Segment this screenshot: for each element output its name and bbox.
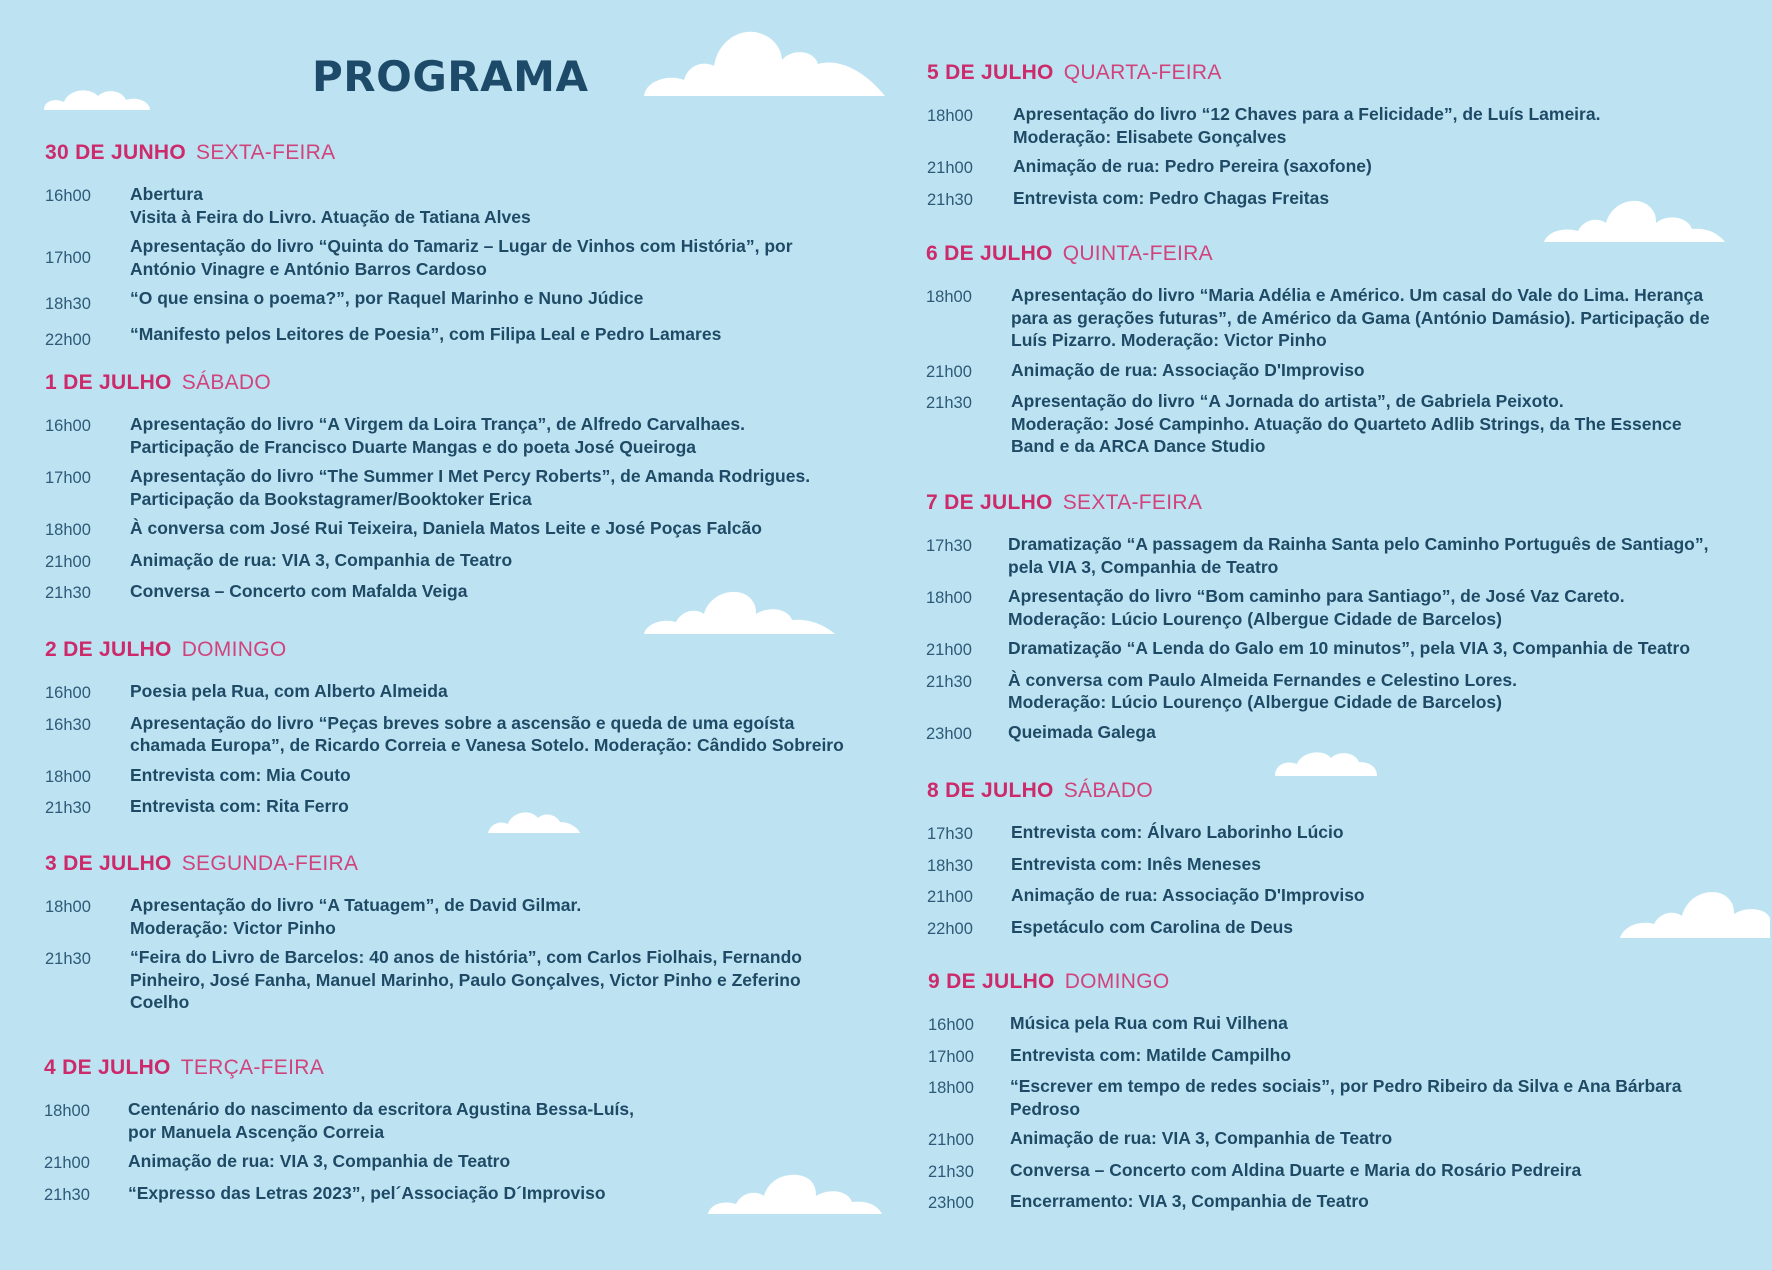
event-item (45, 712, 855, 757)
event-item (44, 1182, 854, 1207)
event-description (1011, 359, 1365, 384)
event-list (927, 103, 1727, 211)
event-item (927, 916, 1727, 941)
event-time: 21h30 (45, 799, 91, 817)
event-time: 16h00 (45, 187, 91, 205)
event-description (130, 580, 467, 605)
event-item (45, 465, 855, 510)
event-description (1011, 853, 1261, 878)
event-item (45, 580, 855, 605)
event-line: Pinheiro, José Fanha, Manuel Marinho, Paulo Gonçalves, Victor Pinho e Zeferino (130, 969, 801, 990)
event-line: Entrevista com: Rita Ferro (130, 796, 349, 816)
event-description (130, 549, 512, 574)
event-time: 21h00 (926, 362, 972, 381)
event-item (926, 721, 1726, 746)
event-time: 21h00 (45, 552, 91, 571)
event-time: 17h00 (45, 469, 91, 487)
event-time: 18h00 (927, 107, 973, 125)
event-line: À conversa com José Rui Teixeira, Daniela Matos Leite e José Poças Falcão (130, 518, 762, 538)
event-description (1010, 1159, 1581, 1184)
event-line: Centenário do nascimento da escritora Agustina Bessa-Luís, (128, 1099, 635, 1119)
day-weekday: DOMINGO (1064, 970, 1170, 993)
day-weekday: QUINTA-FEIRA (1062, 242, 1213, 265)
event-description (1013, 103, 1600, 148)
event-line: Apresentação do livro “Bom caminho para Santiago”, de José Vaz Careto. (1008, 586, 1625, 606)
page-title: PROGRAMA (312, 52, 589, 101)
event-line: Encerramento: VIA 3, Companhia de Teatro (1010, 1191, 1369, 1211)
event-line: Entrevista com: Pedro Chagas Freitas (1013, 187, 1330, 208)
event-line: Apresentação do livro “A Tatuagem”, de David Gilmar. (130, 895, 582, 915)
event-line: “Feira do Livro de Barcelos: 40 anos de história”, com Carlos Fiolhais, Fernando (130, 947, 802, 967)
event-time: 22h00 (45, 330, 91, 349)
event-item (45, 894, 855, 939)
event-time: 18h30 (45, 295, 91, 313)
event-list (926, 284, 1726, 458)
day-weekday: SEXTA-FEIRA (196, 141, 336, 164)
event-item (927, 884, 1727, 909)
event-description (128, 1150, 510, 1175)
event-line: Conversa – Concerto com Mafalda Veiga (130, 581, 468, 601)
event-time: 21h30 (44, 1185, 90, 1204)
event-time: 21h30 (926, 672, 972, 691)
day-heading (45, 370, 855, 396)
event-time: 17h00 (45, 249, 91, 267)
event-item (44, 1098, 854, 1143)
day-heading (927, 778, 1727, 804)
event-line: Animação de rua: VIA 3, Companhia de Teatro (128, 1151, 511, 1171)
day-section (45, 140, 855, 358)
day-heading (45, 637, 855, 663)
event-time: 23h00 (928, 1194, 974, 1212)
event-line: Animação de rua: VIA 3, Companhia de Teatro (130, 549, 513, 570)
event-item (926, 390, 1726, 458)
event-line: “Escrever em tempo de redes sociais”, por Pedro Ribeiro da Silva e Ana Bárbara (1010, 1076, 1682, 1096)
day-date: 8 DE JULHO (927, 779, 1054, 802)
event-description (130, 323, 721, 352)
event-time: 16h00 (45, 684, 91, 702)
event-line: “Manifesto pelos Leitores de Poesia”, com Filipa Leal e Pedro Lamares (130, 323, 722, 344)
event-list (926, 533, 1726, 745)
event-line: Band e da ARCA Dance Studio (1011, 436, 1266, 456)
event-time: 21h00 (927, 159, 973, 177)
event-list (44, 1098, 854, 1206)
event-time: 18h00 (44, 1102, 90, 1120)
day-heading (927, 60, 1727, 86)
event-description (1008, 669, 1517, 714)
day-section (45, 851, 855, 1021)
event-description (1010, 1127, 1392, 1152)
event-item (926, 359, 1726, 384)
event-line: Queimada Galega (1008, 721, 1156, 742)
event-item (927, 187, 1727, 212)
day-weekday: SÁBADO (181, 371, 272, 394)
event-time: 18h00 (45, 521, 91, 539)
event-line: Coelho (130, 992, 190, 1012)
event-item (45, 323, 855, 352)
event-description (1013, 155, 1372, 180)
event-description (1011, 390, 1682, 458)
event-time: 21h00 (927, 888, 973, 906)
event-description (1008, 585, 1625, 630)
event-line: Entrevista com: Matilde Campilho (1010, 1044, 1292, 1065)
event-item (926, 284, 1726, 352)
event-line: Poesia pela Rua, com Alberto Almeida (130, 681, 448, 701)
event-description (130, 712, 844, 757)
day-section (44, 1055, 854, 1213)
event-time: 18h00 (928, 1079, 974, 1097)
event-line: Moderação: Lúcio Lourenço (Albergue Cidade de Barcelos) (1008, 692, 1502, 712)
event-line: António Vinagre e António Barros Cardoso (130, 258, 487, 279)
event-line: Animação de rua: Associação D'Improviso (1011, 885, 1365, 905)
event-item (45, 413, 855, 458)
event-line: Moderação: José Campinho. Atuação do Quarteto Adlib Strings, da The Essence (1011, 413, 1682, 434)
event-time: 17h30 (927, 825, 973, 843)
day-section (927, 778, 1727, 947)
event-list (45, 413, 855, 605)
event-time: 16h30 (45, 715, 91, 734)
event-line: Apresentação do livro “Peças breves sobre a ascensão e queda de uma egoísta (130, 712, 795, 733)
event-item (928, 1075, 1728, 1120)
event-item (45, 549, 855, 574)
event-item (927, 103, 1727, 148)
event-line: por Manuela Ascenção Correia (128, 1121, 385, 1142)
event-time: 18h00 (926, 589, 972, 607)
event-item (44, 1150, 854, 1175)
day-section (926, 490, 1726, 752)
event-line: Apresentação do livro “A Virgem da Loira Trança”, de Alfredo Carvalhaes. (130, 414, 745, 434)
event-line: Entrevista com: Mia Couto (130, 764, 351, 785)
event-line: Entrevista com: Álvaro Laborinho Lúcio (1011, 822, 1344, 842)
cloud-icon (642, 26, 887, 98)
event-time: 21h00 (44, 1154, 90, 1172)
event-item (45, 764, 855, 789)
event-time: 21h30 (928, 1162, 974, 1181)
day-date: 30 DE JUNHO (45, 141, 187, 164)
event-time: 23h00 (926, 724, 972, 743)
event-time: 21h30 (926, 394, 972, 412)
event-line: Música pela Rua com Rui Vilhena (1010, 1013, 1288, 1033)
event-line: Animação de rua: Associação D'Improviso (1011, 359, 1365, 380)
day-heading (44, 1055, 854, 1081)
event-line: Espetáculo com Carolina de Deus (1011, 916, 1294, 937)
event-description (130, 183, 531, 228)
day-section (928, 969, 1728, 1222)
day-weekday: SEGUNDA-FEIRA (181, 852, 359, 875)
event-description (130, 287, 643, 316)
event-line: para as gerações futuras”, de Américo da Gama (António Damásio). Participação de (1011, 307, 1710, 328)
day-date: 6 DE JULHO (926, 242, 1053, 265)
event-line: Luís Pizarro. Moderação: Victor Pinho (1011, 330, 1327, 350)
event-item (45, 517, 855, 542)
cloud-icon (42, 80, 152, 112)
event-description (130, 465, 810, 510)
event-description (130, 764, 351, 789)
day-date: 7 DE JULHO (926, 491, 1053, 514)
event-time: 18h00 (45, 898, 91, 916)
event-description (1008, 721, 1156, 746)
event-line: Moderação: Victor Pinho (130, 917, 336, 938)
day-heading (926, 241, 1726, 267)
event-description (130, 795, 349, 820)
event-item (45, 235, 855, 280)
event-list (928, 1012, 1728, 1215)
cloud-icon (1273, 748, 1379, 778)
event-item (926, 533, 1726, 578)
event-line: Apresentação do livro “Maria Adélia e Américo. Um casal do Vale do Lima. Herança (1011, 285, 1704, 305)
event-description (1008, 637, 1690, 662)
event-time: 21h00 (928, 1131, 974, 1149)
day-date: 2 DE JULHO (45, 638, 172, 661)
event-item (928, 1127, 1728, 1152)
event-time: 21h00 (926, 641, 972, 659)
event-item (45, 287, 855, 316)
event-line: chamada Europa”, de Ricardo Correia e Vanesa Sotelo. Moderação: Cândido Sobreiro (130, 735, 844, 755)
event-time: 18h00 (926, 288, 972, 306)
event-item (928, 1044, 1728, 1069)
event-description (1013, 187, 1329, 212)
event-line: Participação da Bookstagramer/Booktoker Erica (130, 488, 532, 509)
event-line: Animação de rua: VIA 3, Companhia de Teatro (1010, 1128, 1393, 1148)
event-line: “O que ensina o poema?”, por Raquel Marinho e Nuno Júdice (130, 288, 644, 308)
event-item (926, 585, 1726, 630)
event-line: Abertura (130, 184, 203, 204)
event-time: 16h00 (928, 1016, 974, 1034)
event-time: 16h00 (45, 417, 91, 435)
event-description (130, 680, 448, 705)
day-section (45, 370, 855, 612)
event-description (130, 413, 745, 458)
day-weekday: SÁBADO (1063, 779, 1154, 802)
event-description (130, 517, 762, 542)
event-description (128, 1182, 606, 1207)
day-date: 3 DE JULHO (45, 852, 172, 875)
event-item (45, 946, 855, 1014)
event-line: Moderação: Elisabete Gonçalves (1013, 126, 1287, 147)
event-list (45, 894, 855, 1014)
event-description (1010, 1075, 1681, 1120)
event-description (130, 894, 581, 939)
event-line: Apresentação do livro “A Jornada do artista”, de Gabriela Peixoto. (1011, 391, 1564, 411)
day-section (45, 637, 855, 827)
event-line: “Expresso das Letras 2023”, pel´Associação D´Improviso (128, 1182, 606, 1203)
day-weekday: QUARTA-FEIRA (1063, 61, 1222, 84)
event-description (1011, 284, 1710, 352)
day-weekday: DOMINGO (181, 638, 287, 661)
event-time: 21h30 (45, 950, 91, 968)
day-date: 5 DE JULHO (927, 61, 1054, 84)
day-heading (926, 490, 1726, 516)
day-heading (45, 851, 855, 877)
event-description (128, 1098, 634, 1143)
day-section (926, 241, 1726, 465)
event-line: Animação de rua: Pedro Pereira (saxofone) (1013, 156, 1372, 176)
event-list (45, 680, 855, 820)
event-line: À conversa com Paulo Almeida Fernandes e Celestino Lores. (1008, 669, 1517, 690)
event-description (1011, 884, 1365, 909)
day-weekday: SEXTA-FEIRA (1062, 491, 1203, 514)
event-description (1011, 916, 1293, 941)
event-description (1010, 1190, 1369, 1215)
event-item (45, 795, 855, 820)
event-description (130, 946, 802, 1014)
event-item (927, 155, 1727, 180)
event-description (130, 235, 793, 280)
day-section (927, 60, 1727, 218)
event-line: Apresentação do livro “Quinta do Tamariz – Lugar de Vinhos com História”, por (130, 236, 793, 256)
event-description (1008, 533, 1709, 578)
event-time: 18h00 (45, 767, 91, 786)
event-item (928, 1159, 1728, 1184)
day-date: 9 DE JULHO (928, 970, 1055, 993)
event-list (927, 821, 1727, 940)
event-line: Visita à Feira do Livro. Atuação de Tatiana Alves (130, 206, 531, 227)
day-date: 4 DE JULHO (44, 1056, 171, 1079)
event-item (927, 853, 1727, 878)
event-line: Dramatização “A passagem da Rainha Santa pelo Caminho Português de Santiago”, (1008, 534, 1709, 554)
event-time: 22h00 (927, 919, 973, 938)
event-item (928, 1190, 1728, 1215)
day-heading (45, 140, 855, 166)
event-line: Apresentação do livro “12 Chaves para a Felicidade”, de Luís Lameira. (1013, 104, 1601, 124)
day-date: 1 DE JULHO (45, 371, 172, 394)
event-line: Dramatização “A Lenda do Galo em 10 minutos”, pela VIA 3, Companhia de Teatro (1008, 638, 1691, 658)
event-line: Pedroso (1010, 1098, 1081, 1119)
event-item (45, 680, 855, 705)
event-item (45, 183, 855, 228)
event-item (926, 669, 1726, 714)
event-time: 17h00 (928, 1047, 974, 1066)
event-line: Apresentação do livro “The Summer I Met Percy Roberts”, de Amanda Rodrigues. (130, 466, 811, 486)
event-item (928, 1012, 1728, 1037)
event-line: pela VIA 3, Companhia de Teatro (1008, 556, 1279, 577)
event-time: 17h30 (926, 537, 972, 555)
event-time: 18h30 (927, 856, 973, 875)
event-item (927, 821, 1727, 846)
day-heading (928, 969, 1728, 995)
event-item (926, 637, 1726, 662)
event-line: Participação de Francisco Duarte Mangas e do poeta José Queiroga (130, 436, 697, 457)
event-description (1011, 821, 1344, 846)
day-weekday: TERÇA-FEIRA (180, 1056, 325, 1079)
event-description (1010, 1012, 1288, 1037)
event-time: 21h30 (45, 584, 91, 602)
event-list (45, 183, 855, 351)
event-line: Entrevista com: Inês Meneses (1011, 853, 1261, 874)
event-line: Moderação: Lúcio Lourenço (Albergue Cidade de Barcelos) (1008, 608, 1502, 629)
event-line: Conversa – Concerto com Aldina Duarte e Maria do Rosário Pedreira (1010, 1159, 1582, 1180)
event-description (1010, 1044, 1291, 1069)
event-time: 21h30 (927, 190, 973, 209)
